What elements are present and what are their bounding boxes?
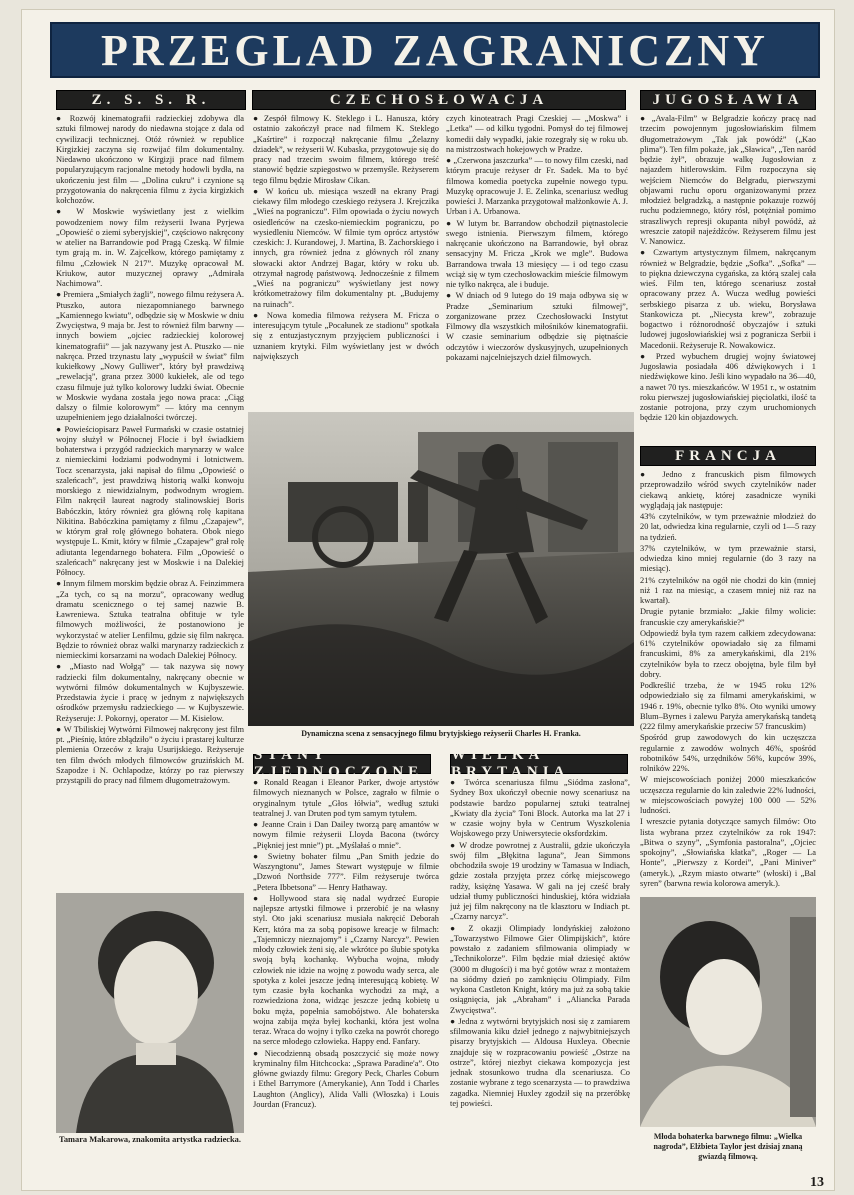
paragraph: ● Premiera „Smiałych żagli”, nowego filmu reżysera A. Ptuszko, autora niezapomnianego barwnego „Kamiennego kwiatu”, odbędzie się w Moskwie w dniu Zwycięstwa, 9 maja br. Jest to również film barwny — innych bowiem „ojciec radzieckiej kolorowej kinematografii” — jak nazywany jest A. Ptuszko — nie nakręca. Przed trzynastu laty „wypuścił w świat” film kukiełkowy „Nowy Gulliwer”, który był prawdziwą „rewelacją”, grana przez 3000 kukiełek, ale od tego czasu filmuje już tylko kolorowy ludzki świat. Obecnie w Moskwie wydana została jego nowa praca: „Ciąg dalszy o filmie kolorowym” — który ma cennym uzupełnieniem jego działalności twórczej. <box>56 290 244 423</box>
paragraph: ● Jeanne Crain i Dan Dailey tworzą parę amantów w nowym filmie reżyserii Lloyda Bacona (twórcy „Piękniej jest mnie”) pt. „Myślałaś o mnie”. <box>253 820 439 850</box>
paragraph: ● Czwartym artystycznym filmem, nakręcanym również w Belgradzie, będzie „Sofka”. „Sofka” — to piękna dziewczyna cygańska, za którą szalej cała wieś. Film ten, którego scenariusz został opracowany przez A. Wucza według powieści serbskiego pisarza z ub. wieku, Borysława Stankowicza pt. „Niecysta krew”, zobrazuje bogactwo i różnorodność obyczajów i sztuki ludowej jugosłowiańskiej wsi z pogranicza Serbii i Macedonii. Reżyseruje R. Nowakowicz. <box>640 248 816 350</box>
section-header-france: FRANCJA <box>640 446 816 466</box>
main-photo-caption: Dynamiczna scena z sensacyjnego filmu brytyjskiego reżyserii Charles H. Franka. <box>301 729 581 738</box>
portrait-makarowa-image <box>56 893 244 1133</box>
right-portrait-caption: Młoda bohaterka barwnego filmu: „Wielka nagroda”, Elżbieta Taylor jest dzisiaj znaną gwiazdą filmową. <box>653 1132 803 1161</box>
paragraph: ● Twórca scenariusza filmu „Siódma zasłona”, Sydney Box ukończył obecnie nowy scenariusz na podstawie bardzo popularnej sztuki teatralnej „Kwiaty dla życia” Toni Block. Autorka ma lat 27 i w czasie wojny była w Centrum Wyszkolenia Wojskowego przy Uniwersytecie oksfordzkim. <box>450 778 630 839</box>
paragraph: ● „Czerwona jaszczurka” — to nowy film czeski, nad którym pracuje reżyser dr Fr. Sadek. Ma to być filmowa komedia poetycka zupełnie nowego typu. Muzykę opracowuje J. E. Zelinka, scenariusz według powieści J. Marzanka przygotował małżonkowie A. J. Urban i A. Urbanowa. <box>446 156 628 217</box>
paragraph: 37% czytelników, w tym przeważnie starsi, odwiedza kino mniej regularnie (do 3 razy na miesiąc). <box>640 543 816 574</box>
paragraph: Spośród grup zawodowych do kin uczęszcza regularnie z zawodów wolnych 46%, spośród robotników 54%, urzędników 56%, kupców 39%, rolników 22%. <box>640 733 816 773</box>
paragraph: W miejscowościach poniżej 2000 mieszkańców uczęszcza regularnie do kin zaledwie 22% ludności, w miejscowościach powyżej 100 000 — 52% ludności. <box>640 775 816 815</box>
paragraph: Drugie pytanie brzmiało: „Jakie filmy wolicie: francuskie czy amerykańskie?” <box>640 607 816 627</box>
paragraph: ● Jedna z wytwórni brytyjskich nosi się z zamiarem sfilmowania kiku dzieł jednego z najwybitniejszych pisarzy brytyjskich — Aldousa Huxleya. Obecnie znajduje się w rozpracowaniu powieść „Ostrze na ostrze”, której niezbyt ciekawa kompozycja jest jednak stosunkowo trudna dla scenariusza. Co zostanie wybrane z tego scenarzysta — to prawdziwa zagadka. Niemniej Huxley zgodził się na przeróbkę tej powieści. <box>450 1016 630 1108</box>
film-scene-image <box>248 412 634 726</box>
paragraph: ● Przed wybuchem drugiej wojny światowej Jugosławia posiadała 406 dźwiękowych i 1 niedźwiękowe kino. Jeśli kino wypadało na 36—40, a nawet 70 tys. mieszkańców. W 1951 r., w ostatnim roku pierwszej jugosłowiańskiej pięciolatki, ilość ta zostanie potrojona, przy czym uruchomionych będzie 120 kin objazdowych. <box>640 351 816 423</box>
section-header-czechoslovakia: CZECHOSŁOWACJA <box>252 90 626 110</box>
paragraph: ● W dniach od 9 lutego do 19 maja odbywa się w Pradze „Seminarium sztuki filmowej”, zorganizowane przez Czechosłowacki Instytut Filmowy dla wszystkich miłośników kinematografii. W czasie seminarium odbędzie się piętnaście odczytów i wieczorów dyskusyjnych, uzupełnionych pokazami najcelniejszych dzieł filmowych. <box>446 291 628 362</box>
column-usa <box>253 778 439 1158</box>
paragraph: 21% czytelników na ogół nie chodzi do kin (mniej niż 1 raz na miesiąc, a czasem mniej niż raz na kwartał). <box>640 575 816 605</box>
portrait-taylor-image <box>640 897 816 1127</box>
paragraph: ● W końcu ub. miesiąca wszedł na ekrany Pragi ciekawy film młodego czeskiego reżysera J. Krejczika „Wieś na pograniczu”. Film opowiada o życiu nowych osiedleńców na czesko-niemieckim pograniczu, po wysiedleniu Niemców. W filmie tym oprócz artystów czeskich: J. Kurandowej, J. Martina, B. Zachorskiego i innych, gra również jedna z głównych ról znany słowacki aktor Andrzej Bagar, który w roku ub. otrzymał nagrodę państwową. Jednocześnie z filmem „Wieś na pograniczu” wyświetlany jest nowy krótkometrażowy film dokumentalny pt. „Budujemy na ruinach”. <box>253 186 439 309</box>
paragraph: ● Powieściopisarz Paweł Furmański w czasie ostatniej wojny służył w Północnej Flocie i był świadkiem bohaterstwa i przygód radzieckich marynarzy w walce z niemieckimi łodziami podwodnymi i lotnictwem. Tocz scenarzysta, jaki napisał do filmu „Opowieść o szaleńcach”, jest prawdziwą historią walki konwoju morskiego z niewidzialnym, podwodnym wrogiem. Film nakręcił laureat nagrody stalinowskiej Boris Babóczkin, który również gra główną rolę kapitana Nikitina. Babóczkina pamiętamy z filmu „Czapajew”, w którym grał rolę głównego bohatera. Obok niego występuje L. Kmit, który w filmie „Czapajew” grał rolę adiutanta legendarnego bohatera. Film „Opowieść o szaleńcach” nakręcany jest w Moskwie i na Dalekiej Północy. <box>56 424 244 577</box>
paragraph: ● „Miasto nad Wołgą” — tak nazywa się nowy radziecki film dokumentalny, nakręcany obecnie w wytwórni filmów dokumentalnych w Kujbyszewie. Przedstawia życie i pracę w jednym z największych ośrodków przemysłu radzieckiego — w Kujbyszewie. Reżyseruje: J. Pokornyj, operator — M. Kisielow. <box>56 662 244 723</box>
column-zsrr <box>56 114 244 877</box>
column-france <box>640 470 816 890</box>
paragraph: ● W Moskwie wyświetlany jest z wielkim powodzeniem nowy film reżyserii Iwana Pyrjewa „Opowieść o ziemi syberyjskiej”, częściowo nakręcony w atelier na Barrandowie pod Pragą Czeską. W filmie tym grają m. in. W. Zajcełkow, którego pamiętamy z filmu „Człowiek N 217”. Muzykę opracował M. Kriukow, autor muzycznej oprawy „Admirała Nachimowa”. <box>56 207 244 288</box>
section-header-great-britain: WIELKA BRYTANIA <box>450 754 628 774</box>
column-czech-a <box>253 114 439 406</box>
paragraph: ● Niecodzienną obsadą poszczycić się może nowy kryminalny film Hitchcocka: „Sprawa Paradine'a”. Oto główne gwiazdy filmu: Gregory Peck, Charles Coburn i Ethel Barrymore (Amerykanie), Ann Todd i Charles Laughton (Anglicy), Alida Valli (Włoszka) i Louis Jourdan (Francuz). <box>253 1048 439 1109</box>
masthead-title: PRZEGLAD ZAGRANICZNY <box>101 25 769 75</box>
portrait-makarowa <box>56 893 244 1133</box>
masthead-banner <box>50 22 820 78</box>
paragraph: ● Innym filmem morskim będzie obraz A. Feinzimmera „Za tych, co są na morzu”, opracowany według dramatu scenicznego o tej samej nazwie B. Ławreniewa. Sztuka teatralna obfituje w tyle filmowych możliwości, że postanowiono je wykorzystać w atelier Lenfilmu, gdzie się film nakręca. Będzie to również obraz walki marynarzy radzieckich z niemieckimi korsarzami na wodach Dalekiej Północy. <box>56 579 244 660</box>
portrait-taylor <box>640 897 816 1127</box>
column-czech-b <box>446 114 628 406</box>
paragraph: Odpowiedź była tym razem całkiem zdecydowana: 61% czytelników opowiadało się za filmami francuskimi, 8% za amerykańskimi, dla 21% czytelników była to rzecz obojętna, byle film był dobry. <box>640 628 816 679</box>
left-portrait-caption: Tamara Makarowa, znakomita artystka radziecka. <box>59 1135 241 1144</box>
paragraph: ● Hollywood stara się nadal wydrzeć Europie najlepsze artystki filmowe i przerobić je na własny styl. Oto jaki scenariusz musiała nakręcić Deborah Kerr, która ma za sobą popisowe kreacje w filmach: „Tajemniczy nieznajomy” i „Czarny Narcyz”. Pewien młody człowiek żeni się, ale wkrótce po ślubie spotyka swoją byłą kochankę. Wybucha wojna, młody człowiek nie idzie na wojnę z powodu wady serca, ale spotyka z kolei jeszcze jedną interesującą kobietę. W tym czasie była kochanka wychodzi za mąż, a rozwiedziona żona, widząc jeszcze jedną kobietę u boku męża, popełnia samobójstwo. Ale bohaterska wojna zabija męża byłej kochanki, która jest wolna teraz. Wraca do wojny i tylko czeka na powrót chorego na serce młodego człowieka. Happy end. Fanfary. <box>253 893 439 1047</box>
page-number: 13 <box>810 1175 824 1190</box>
section-header-usa: STANY ZJEDNOCZONE <box>253 754 431 774</box>
paragraph: ● „Avala-Film” w Belgradzie kończy pracę nad trzecim powojennym jugosłowiańskim filmem długometrażowym „Tak jak powódź” („Kao plima”). Ten film pokaże, jak „Sławica”, „Ten naród będzie żył”, obrazuje walkę Jugosłowian z najazdem hitlerowskim. Film rozpoczyna się wejściem Niemców do Belgradu, pierwszymi objawami ruchu oporu organizowanymi przez młodzież belgradzką, a następnie pokazuje rozwój ruchu podziemnego, który rósł, potężniał pomimo straszliwych represji okupanta nibył powódź, aż wreszcie zatopił najeźdźców. Reżyserem filmu jest V. Nanowicz. <box>640 114 816 246</box>
paragraph: ● Zespół filmowy K. Steklego i L. Hanusza, który ostatnio zakończył prace nad filmem K. Steklego „Kaśrtire” i rozpoczął nakręcanie filmu „Żelazny dziadek”, w reżyserii W. Kubaska, przygotowuje się do pracy nad trzecim swoim filmem, którego treść stanowić będzie szpiegostwo w przemyśle. Reżyserem tego filmu będzie Mirosław Cikan. <box>253 114 439 185</box>
paragraph: I wreszcie pytania dotyczące samych filmów: Oto lista wybrana przez czytelników za rok 1947: „Bitwa o szyny”, „Symfonia pastoralna”, „Ojciec spokojny”, „Słowiańska kłatka”, „Roger — La Honte”, „Pierwszy z Kordei”, „Pani Miniver” (ameryk.), „Rzym miasto otwarte” (włoski) i „Bal syren” (barwna rewia kolorowa ameryk.). <box>640 817 816 888</box>
paragraph: ● W Tbiliskiej Wytwórni Filmowej nakręcony jest film pt. „Pieśnię, które zbłądziło” o życiu i prastarej kulturze plemienia Orzeców z kraju Usurijskiego. Reżyseruje ten film dwóch młodych filmowców gruzińskich M. Szapodze i N. Ochlapodze, którzy po raz pierwszy przystąpili do pracy nad filmem długometrażowym. <box>56 724 244 785</box>
paragraph: czych kinoteatrach Pragi Czeskiej — „Moskwa” i „Letka” — od kilku tygodni. Pomysł do tej filmowej komedii dały wypadki, jakie rozegrały się w roku ub. na mistrzostwach hokejowych w Pradze. <box>446 114 628 154</box>
column-great-britain <box>450 778 630 1158</box>
paragraph: Podkreślić trzeba, że w 1945 roku 12% odpowiedziało się za filmami amerykańskimi, w 1946 r. 19%, obecnie tylko 8%. Oto wyniki umowy Blum–Byrnes i zalewu Paryża amerykańską tandetą (222 filmy amerykańskie przeciw 57 francuskim) <box>640 681 816 731</box>
film-scene-photo <box>248 412 634 726</box>
paragraph: ● Ronald Reagan i Eleanor Parker, dwoje artystów filmowych nieznanych w Polsce, zagrało w filmie o oryginalnym tytule „Głos łółwia”, według sztuki teatralnej J. van Druten pod tym samym tytułem. <box>253 778 439 818</box>
paragraph: ● Jedno z francuskich pism filmowych przeprowadziło wśród swych czytelników nader ciekawą ankietę, której zasadnicze wyniki wyglądają jak następuje: <box>640 470 816 510</box>
paragraph: ● Swietny bohater filmu „Pan Smith jedzie do Waszyngtonu”, James Stewart występuje w filmie „Dzwoń Northside 777”. Film reżyseruje twórca „Petera Ibbetsona” — Henry Hathaway. <box>253 851 439 892</box>
paragraph: 43% czytelników, w tym przeważnie młodzież do 20 lat, odwiedza kina regularnie, czyli od 1—5 razy na tydzień. <box>640 512 816 542</box>
paragraph: ● W drodze powrotnej z Australii, gdzie ukończyła swój film „Błękitna laguna”, Jean Simmons obchodziła swoje 19 urodziny w Tamasua w Indiach, gdzie została przyjęta przez córkę miejscowego radży, księżnę Yasawa. W gali na jej cześć brały udział tłumy publiczności hinduskiej, która widziała już jej film nakręcony na tle klasztoru w Indiach pt. „Czarny narcyz”. <box>450 840 630 922</box>
paragraph: ● Rozwój kinematografii radzieckiej zdobywa dla sztuki filmowej narody do niedawna stojące z dala od cywilizacji technicznej. Otóż również w republice Kirgizkiej zaczyna się rozwijać film dokumentalny. Niedawno ukończono w Kirgizji prace nad filmem popularyzującym racjonalne metody hodowli bydła, na ukończeniu jest film — „Dolina cukru” i czynione są przygotowania do nakręcenia filmu z życia kirgizkich kołchozów. <box>56 114 244 205</box>
paragraph: ● Nowa komedia filmowa reżysera M. Fricza o interesującym tytule „Pocałunek ze stadionu” spotkała się z entuzjastycznym przyjęciem publiczności i uznaniem krytyki. Film wyświetlany jest w dwóch największych <box>253 310 439 361</box>
paragraph: ● W lutym br. Barrandow obchodził piętnastolecie swego istnienia. Pierwszym filmem, którego nakręcanie ukończono na Barrandowie, był obraz sensacyjny M. Fricza „Krok we mgle”. Budowa Barrandowa trwała 13 miesięcy — i od tego czasu wciąż się w tym czechosłowackim mieście filmowym nie tylko nakręca, ale i buduje. <box>446 218 628 289</box>
column-yugoslavia <box>640 114 816 440</box>
section-header-yugoslavia: JUGOSŁAWIA <box>640 90 816 110</box>
paragraph: ● Z okazji Olimpiady londyńskiej założono „Towarzystwo Filmowe Gier Olimpijskich”, które powstało z zadaniem sfilmowania olimpiady w „Technikolorze”. Film będzie miał dziesięć aktów (3000 m długości) i ma być gotów wraz z montażem na siódmy dzień po zamknięciu Olimpiady. Film wykona Castleton Knight, który ma już za sobą takie osiągnięcia, jak „Abraham” i „Aliancka Parada Zwycięstwa”. <box>450 923 630 1015</box>
section-header-zsrr: Z. S. S. R. <box>56 90 246 110</box>
